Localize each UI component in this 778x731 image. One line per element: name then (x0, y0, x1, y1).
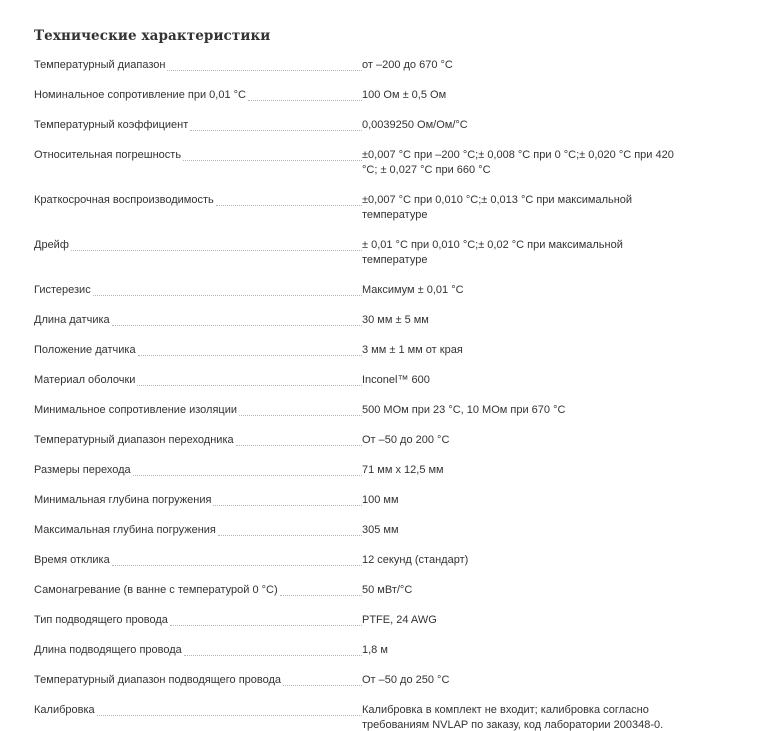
dotted-leader (133, 475, 362, 476)
spec-row (34, 575, 744, 605)
spec-value: от –200 до 670 °C (362, 59, 453, 71)
dotted-leader (216, 205, 362, 206)
dotted-leader (239, 415, 362, 416)
spec-label-cell (34, 583, 362, 598)
spec-label-cell (34, 493, 362, 508)
spec-label-cell (34, 238, 362, 253)
spec-label: Положение датчика (34, 344, 136, 356)
spec-row (34, 80, 744, 110)
dotted-leader (93, 295, 362, 296)
spec-label: Температурный диапазон переходника (34, 434, 234, 446)
spec-value: 71 мм x 12,5 мм (362, 464, 444, 476)
dotted-leader (138, 355, 362, 356)
spec-row (34, 485, 744, 515)
spec-label-cell (34, 553, 362, 568)
spec-label-cell (34, 283, 362, 298)
spec-label-cell (34, 613, 362, 628)
spec-value: 30 мм ± 5 мм (362, 314, 429, 326)
spec-value: 3 мм ± 1 мм от края (362, 344, 463, 356)
spec-label-cell (34, 118, 362, 133)
spec-label: Тип подводящего провода (34, 614, 168, 626)
spec-row (34, 50, 744, 80)
spec-label: Минимальная глубина погружения (34, 494, 212, 506)
spec-value: Максимум ± 0,01 °C (362, 284, 464, 296)
spec-row (34, 425, 744, 455)
spec-label-cell (34, 673, 362, 688)
spec-label: Калибровка (34, 704, 95, 716)
spec-value: 100 мм (362, 494, 399, 506)
spec-label: Материал оболочки (34, 374, 136, 386)
spec-label: Дрейф (34, 239, 69, 251)
spec-value: 12 секунд (стандарт) (362, 554, 469, 566)
spec-value: 0,0039250 Ом/Ом/°C (362, 119, 468, 131)
spec-value: 305 мм (362, 524, 399, 536)
spec-value: От –50 до 200 °C (362, 434, 450, 446)
spec-label: Время отклика (34, 554, 110, 566)
dotted-leader (112, 325, 362, 326)
spec-label-cell (34, 463, 362, 478)
spec-row (34, 395, 744, 425)
spec-row (34, 305, 744, 335)
spec-value: ± 0,01 °C при 0,010 °C;± 0,02 °C при максимальной температуре (362, 239, 623, 266)
spec-value: От –50 до 250 °C (362, 674, 450, 686)
spec-label-cell (34, 403, 362, 418)
spec-value: 50 мВт/°C (362, 584, 413, 596)
spec-label: Гистерезис (34, 284, 91, 296)
dotted-leader (190, 130, 362, 131)
spec-row (34, 275, 744, 305)
spec-label-cell (34, 193, 362, 208)
spec-label-cell (34, 643, 362, 658)
dotted-leader (280, 595, 362, 596)
spec-label: Длина подводящего провода (34, 644, 182, 656)
dotted-leader (184, 655, 362, 656)
spec-label: Минимальное сопротивление изоляции (34, 404, 238, 416)
spec-label-cell (34, 433, 362, 448)
dotted-leader (170, 625, 362, 626)
spec-label-cell (34, 313, 362, 328)
dotted-leader (248, 100, 362, 101)
dotted-leader (183, 160, 362, 161)
spec-row (34, 635, 744, 665)
spec-label-cell (34, 523, 362, 538)
spec-label: Длина датчика (34, 314, 110, 326)
dotted-leader (213, 505, 362, 506)
spec-label-cell (34, 343, 362, 358)
dotted-leader (112, 565, 362, 566)
spec-label: Номинальное сопротивление при 0,01 °C (34, 89, 246, 101)
spec-row (34, 515, 744, 545)
dotted-leader (71, 250, 362, 251)
spec-row (34, 365, 744, 395)
spec-row (34, 230, 744, 275)
spec-row (34, 455, 744, 485)
dotted-leader (218, 535, 362, 536)
spec-label: Максимальная глубина погружения (34, 524, 216, 536)
spec-label-cell (34, 148, 362, 163)
dotted-leader (137, 385, 362, 386)
spec-row (34, 185, 744, 230)
dotted-leader (97, 715, 362, 716)
spec-label: Самонагревание (в ванне с температурой 0 °C) (34, 584, 278, 596)
spec-label-cell (34, 373, 362, 388)
spec-row (34, 545, 744, 575)
section-title: Технические характеристики (34, 28, 271, 44)
spec-value: PTFE, 24 AWG (362, 614, 437, 626)
spec-label-cell (34, 88, 362, 103)
spec-label: Температурный коэффициент (34, 119, 189, 131)
spec-value: 100 Ом ± 0,5 Ом (362, 89, 447, 101)
spec-label: Краткосрочная воспроизводимость (34, 194, 214, 206)
spec-label-cell (34, 58, 362, 73)
spec-row (34, 695, 744, 731)
dotted-leader (236, 445, 362, 446)
spec-label: Температурный диапазон (34, 59, 166, 71)
spec-row (34, 335, 744, 365)
spec-label: Температурный диапазон подводящего провода (34, 674, 282, 686)
dotted-leader (283, 685, 362, 686)
spec-label: Относительная погрешность (34, 149, 182, 161)
spec-row (34, 140, 744, 185)
spec-row (34, 665, 744, 695)
spec-value: 1,8 м (362, 644, 388, 656)
spec-value: Калибровка в комплект не входит; калибровка согласно требованиям NVLAP по заказу, код лаборатории 200348-0. (362, 704, 664, 731)
spec-value: Inconel™ 600 (362, 374, 430, 386)
spec-value: ±0,007 °C при –200 °C;± 0,008 °C при 0 °C;± 0,020 °C при 420 °C; ± 0,027 °C при 660 °C (362, 149, 674, 176)
spec-label-cell (34, 703, 362, 718)
spec-row (34, 605, 744, 635)
dotted-leader (167, 70, 362, 71)
spec-label: Размеры перехода (34, 464, 131, 476)
spec-list (34, 50, 744, 731)
spec-value: ±0,007 °C при 0,010 °C;± 0,013 °C при максимальной температуре (362, 194, 633, 221)
spec-row (34, 110, 744, 140)
spec-value: 500 МОм при 23 °C, 10 МОм при 670 °C (362, 404, 566, 416)
